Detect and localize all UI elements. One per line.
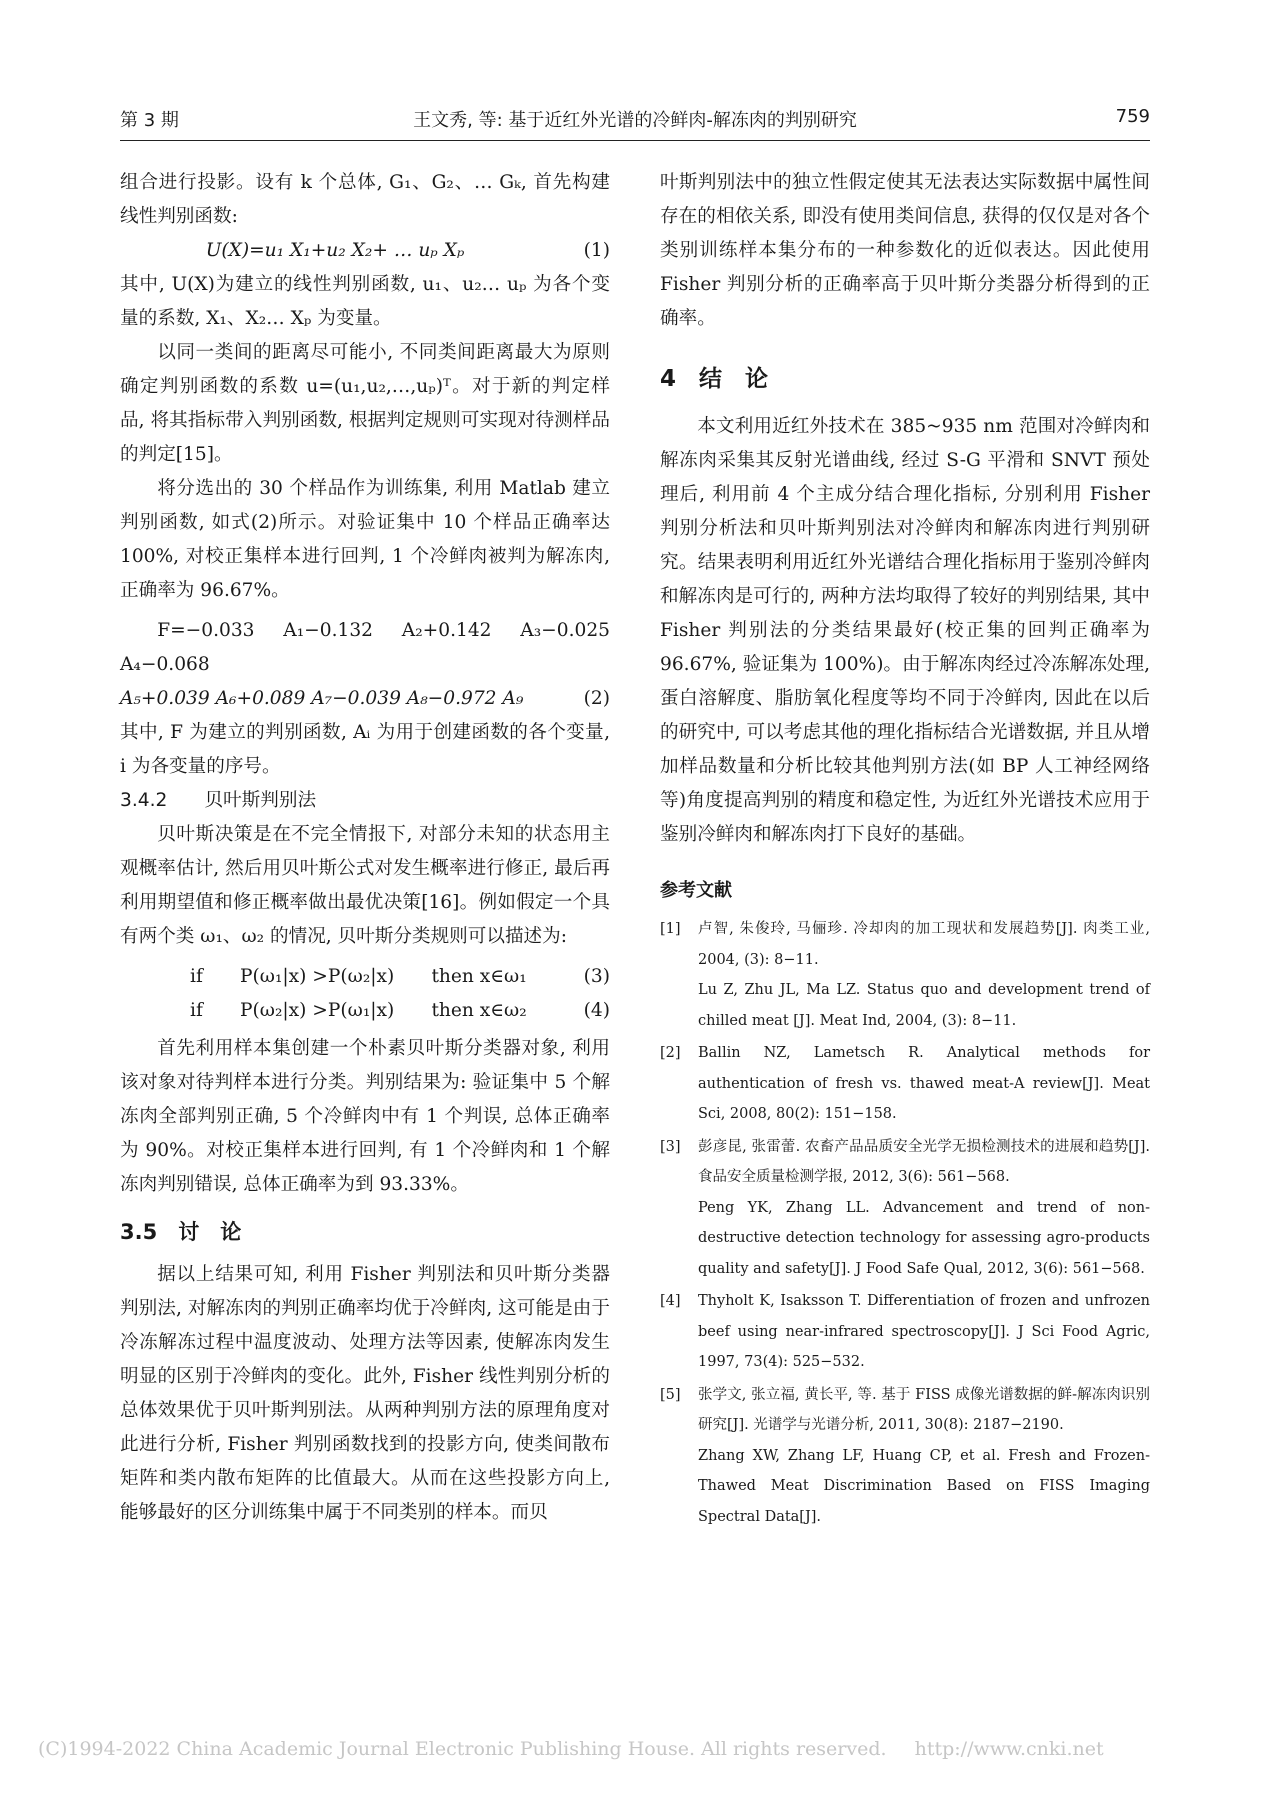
- reference-list: [660, 914, 1150, 1532]
- header-rule: [120, 140, 1150, 141]
- reference-text-en: Peng YK, Zhang LL. Advancement and trend of non-destructive detection technology for assessing agro-products quality and safety[J]. J Food Safe Qual, 2012, 3(6): 561−568.: [698, 1199, 1150, 1277]
- reference-item: [660, 1132, 1150, 1285]
- reference-item: [660, 1038, 1150, 1130]
- paragraph: 其中, F 为建立的判别函数, Aᵢ 为用于创建函数的各个变量, i 为各变量的序号。: [120, 722, 610, 777]
- running-title: 王文秀, 等: 基于近红外光谱的冷鲜肉-解冻肉的判别研究: [413, 110, 857, 131]
- issue-number: 第 3 期: [120, 110, 179, 131]
- equation-number: (4): [583, 1000, 610, 1021]
- paragraph: 其中, U(X)为建立的线性判别函数, u₁、u₂… uₚ 为各个变量的系数, X₁、X₂… Xₚ 为变量。: [120, 274, 610, 329]
- right-column: [660, 166, 1150, 1534]
- equation-2-line1: F=−0.033 A₁−0.132 A₂+0.142 A₃−0.025 A₄−0.068: [120, 620, 610, 675]
- paragraph: 本文利用近红外技术在 385~935 nm 范围对冷鲜肉和解冻肉采集其反射光谱曲线, 经过 S-G 平滑和 SNVT 预处理后, 利用前 4 个主成分结合理化指标, 分别利用 Fisher 判别分析法和贝叶斯判别法对冷鲜肉和解冻肉进行判别研究。结果表明利用近红外光谱结合理化指标用于鉴别冷鲜肉和解冻肉是可行的, 两种方法均取得了较好的判别结果, 其中 Fisher 判别法的分类结果最好(校正集的回判正确率为 96.67%, 验证集为 100%)。由于解冻肉经过冷冻解冻处理, 蛋白溶解度、脂肪氧化程度等均不同于冷鲜肉, 因此在以后的研究中, 可以考虑其他的理化指标结合光谱数据, 并且从增加样品数量和分析比较其他判别方法(如 BP 人工神经网络等)角度提高判别的精度和稳定性, 为近红外光谱技术应用于鉴别冷鲜肉和解冻肉打下良好的基础。: [660, 416, 1150, 845]
- reference-number: [4]: [660, 1293, 681, 1309]
- paragraph: 贝叶斯决策是在不完全情报下, 对部分未知的状态用主观概率估计, 然后用贝叶斯公式对发生概率进行修正, 最后再利用期望值和修正概率做出最优决策[16]。例如假定一个具有两个类 ω₁、ω₂ 的情况, 贝叶斯分类规则可以描述为:: [120, 824, 610, 947]
- subsection-heading: 3.4.2 贝叶斯判别法: [120, 790, 317, 811]
- reference-text: 卢智, 朱俊玲, 马俪珍. 冷却肉的加工现状和发展趋势[J]. 肉类工业, 2004, (3): 8−11.: [698, 921, 1150, 968]
- reference-text-en: Lu Z, Zhu JL, Ma LZ. Status quo and development trend of chilled meat [J]. Meat Ind, 2004, (3): 8−11.: [698, 982, 1150, 1029]
- reference-text: Ballin NZ, Lametsch R. Analytical methods for authentication of fresh vs. thawed meat-A review[J]. Meat Sci, 2008, 80(2): 151−158.: [698, 1045, 1150, 1122]
- equation-number: (2): [583, 688, 610, 709]
- page-number: 759: [1115, 106, 1150, 127]
- cnki-url: http://www.cnki.net: [914, 1738, 1104, 1760]
- left-column: [120, 166, 610, 1530]
- equation-text: if P(ω₂|x) >P(ω₁|x) then x∈ω₂: [190, 1000, 527, 1021]
- reference-item: [660, 1380, 1150, 1533]
- equation-1: [120, 234, 610, 268]
- reference-text: Thyholt K, Isaksson T. Differentiation of frozen and unfrozen beef using near-infrared spectroscopy[J]. J Sci Food Agric, 1997, 73(4): 525−532.: [698, 1293, 1150, 1370]
- reference-number: [1]: [660, 921, 681, 937]
- paragraph: 叶斯判别法中的独立性假定使其无法表达实际数据中属性间存在的相依关系, 即没有使用类间信息, 获得的仅仅是对各个类别训练样本集分布的一种参数化的近似表达。因此使用 Fisher 判别分析的正确率高于贝叶斯分类器分析得到的正确率。: [660, 172, 1150, 329]
- reference-text: 彭彦昆, 张雷蕾. 农畜产品品质安全光学无损检测技术的进展和趋势[J]. 食品安全质量检测学报, 2012, 3(6): 561−568.: [698, 1138, 1150, 1185]
- reference-number: [2]: [660, 1045, 681, 1061]
- reference-number: [3]: [660, 1138, 681, 1155]
- equation-2: [120, 682, 610, 716]
- equation-number: (3): [583, 966, 610, 987]
- equation-text: if P(ω₁|x) >P(ω₂|x) then x∈ω₁: [190, 966, 527, 987]
- copyright-text: (C)1994-2022 China Academic Journal Electronic Publishing House. All rights reserved.: [38, 1738, 887, 1760]
- equation-4: [120, 994, 610, 1028]
- paragraph: 将分选出的 30 个样品作为训练集, 利用 Matlab 建立判别函数, 如式(2)所示。对验证集中 10 个样品正确率达 100%, 对校正集样本进行回判, 1 个冷鲜肉被判为解冻肉, 正确率为 96.67%。: [120, 478, 610, 601]
- paragraph: 组合进行投影。设有 k 个总体, G₁、G₂、… Gₖ, 首先构建线性判别函数:: [120, 172, 610, 227]
- equation-3: [120, 960, 610, 994]
- reference-text: 张学文, 张立福, 黄长平, 等. 基于 FISS 成像光谱数据的鲜-解冻肉识别研究[J]. 光谱学与光谱分析, 2011, 30(8): 2187−2190.: [698, 1386, 1150, 1433]
- section-heading: 4 结 论: [660, 366, 769, 392]
- references-heading: 参考文献: [660, 880, 732, 901]
- reference-item: [660, 914, 1150, 1036]
- paragraph: 据以上结果可知, 利用 Fisher 判别法和贝叶斯分类器判别法, 对解冻肉的判别正确率均优于冷鲜肉, 这可能是由于冷冻解冻过程中温度波动、处理方法等因素, 使解冻肉发生明显的区别于冷鲜肉的变化。此外, Fisher 线性判别分析的总体效果优于贝叶斯判别法。从两种判别方法的原理角度对此进行分析, Fisher 判别函数找到的投影方向, 使类间散布矩阵和类内散布矩阵的比值最大。从而在这些投影方向上, 能够最好的区分训练集中属于不同类别的样本。而贝: [120, 1264, 610, 1523]
- section-heading: 3.5 讨 论: [120, 1220, 242, 1244]
- paragraph: 以同一类间的距离尽可能小, 不同类间距离最大为原则确定判别函数的系数 u=(u₁,u₂,…,uₚ)ᵀ。对于新的判定样品, 将其指标带入判别函数, 根据判定规则可实现对待测样品的判定[15]。: [120, 342, 610, 465]
- equation-text: A₅+0.039 A₆+0.089 A₇−0.039 A₈−0.972 A₉: [120, 688, 524, 709]
- equation-text: U(X)=u₁ X₁+u₂ X₂+ … uₚ Xₚ: [205, 240, 465, 261]
- equation-number: (1): [583, 240, 610, 261]
- reference-number: [5]: [660, 1386, 681, 1403]
- reference-item: [660, 1286, 1150, 1378]
- reference-text-en: Zhang XW, Zhang LF, Huang CP, et al. Fresh and Frozen-Thawed Meat Discrimination Based on FISS Imaging Spectral Data[J].: [698, 1447, 1150, 1525]
- copyright-footer: [38, 1738, 1126, 1760]
- paragraph: 首先利用样本集创建一个朴素贝叶斯分类器对象, 利用该对象对待判样本进行分类。判别结果为: 验证集中 5 个解冻肉全部判别正确, 5 个冷鲜肉中有 1 个判误, 总体正确率为 90%。对校正集样本进行回判, 有 1 个冷鲜肉和 1 个解冻肉判别错误, 总体正确率为到 93.33%。: [120, 1038, 610, 1195]
